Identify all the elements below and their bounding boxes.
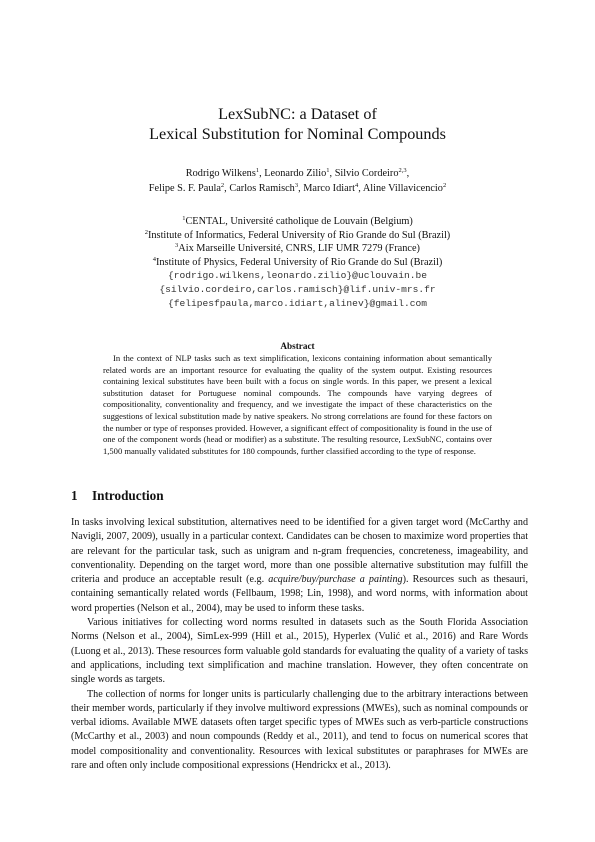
author-affil-mark: 2 [442,181,447,189]
paragraph: The collection of norms for longer units is particularly challenging due to the arbitrary interactions between their member words, particularly if they involve multiword expressions (MWEs), such as nominal compounds or verbal idioms. Available MWE datasets often target specific types of MWEs such as verb-particle constructions (McCarthy et al., 2003) and noun compounds (Reddy et al., 2011), and tend to focus on numerical scores that model compositionality and conventionality. Resources with lexical substitutes or paraphrases for MWEs are rare and often only include compositional expressions (Hendrickx et al., 2013). [71,688,528,772]
author-list [0,167,595,196]
author-name: Rodrigo Wilkens [185,168,256,179]
section-heading [71,488,164,504]
affiliation-mark: 1 [182,215,186,222]
author-name: Aline Villavicencio [362,182,443,194]
affiliation-text: Aix Marseille Université, CNRS, LIF UMR 7279 (France) [178,243,420,255]
email-line: {silvio.cordeiro,carlos.ramisch}@lif.univ-mrs.fr [159,283,436,295]
author-affil-mark: 2 [220,181,225,189]
author-name: Carlos Ramisch [229,182,295,194]
section-number: 1 [71,488,78,503]
author-affil-mark: 1 [326,167,330,174]
abstract-text: In the context of NLP tasks such as text simplification, lexicons containing information about semantically related words are an important resource for evaluating the quality of the system output. Existing resources containing lexical substitutes have been built with a focus on single words. In this paper, we present a lexical substitution dataset for Portuguese nominal compounds. The compounds have varying degrees of compositionality, conventionality and frequency, and we investigate the impact of these characteristics on the suggestions of lexical substitution made by native speakers. No strong correlations are found for these factors on the number or type of responses provided. However, a significant effect of compositionality is found in the use of one of the component words (head or modifier) as a substitute. The resulting resource, LexSubNC, contains over 1,500 manually validated substitutes for 180 compounds, further classified according to the type of response. [103,353,492,456]
affiliation-text: Institute of Physics, Federal University of Rio Grande do Sul (Brazil) [155,256,443,268]
author-name: Silvio Cordeiro [334,168,399,179]
author-affil-mark: 2,3 [398,167,407,174]
author-name: Leonardo Zilio [264,168,327,179]
paragraph: Various initiatives for collecting word norms resulted in datasets such as the South Florida Association Norms (Nelson et al., 2004), SimLex-999 (Hill et al., 2015), Hyperlex (Vulić et al., 2016) and Rare Words (Luong et al., 2013). These resources form valuable gold standards for evaluating the quality of a variety of tasks and applications, including text simplification and machine translation. However, they often concentrate on single words as targets. [71,617,528,686]
paragraph [71,516,528,616]
section-title: Introduction [92,488,164,503]
paragraph-text: In tasks involving lexical substitution, alternatives need to be identified for a given target word (McCarthy and Navigli, 2007, 2009), usually in a particular context. Candidates can be chosen to maximize word properties that are relevant for the particular task, such as unigram and n-gram frequencies, concreteness, imageability, and conventionality. Depending on the target word, more than one possible alternative substitution may fulfill the criteria and produce an acceptable result (e.g. [71,517,528,586]
abstract-body [103,353,492,457]
author-name: Felipe S. F. Paula [148,182,221,194]
author-line-2: Felipe S. F. Paula$^2$, Carlos Ramisch$^3$, Marco Idiart$^4$, Aline Villavicencio$^2$ [148,181,447,194]
example-phrase: acquire/buy/purchase a painting [268,574,403,586]
affiliation-mark: 2 [144,228,148,236]
author-affil-mark: 4 [354,181,359,189]
author-name: Marco Idiart [303,182,355,194]
paragraph-text: ). Resources such as thesauri, containing semantically related words (Fellbaum, 1998; Lin, 1998), and word norms, with information about word properties (Nelson et al., 2004), may be used to inform these tasks. [71,574,528,614]
title-line-2: Lexical Substitution for Nominal Compounds [149,125,446,143]
author-affil-mark: 1 [255,167,260,174]
affiliation [0,215,595,229]
affiliation-mark: 4 [152,255,156,263]
author-line-1: Rodrigo Wilkens$^1$, Leonardo Zilio$^1$, Silvio Cordeiro$^{2,3}$, [185,167,410,179]
affiliation [0,256,595,270]
affiliation [0,242,595,256]
affiliation-list [0,215,595,310]
email-line: {felipesfpaula,marco.idiart,alinev}@gmail.com [167,297,428,309]
email-line: {rodrigo.wilkens,leonardo.zilio}@uclouvain.be [167,270,428,282]
title-line-1: LexSubNC: a Dataset of [218,105,377,123]
abstract-heading: Abstract [280,341,315,351]
affiliation-mark: 3 [175,242,179,250]
paper-title [0,104,595,144]
author-affil-mark: 3 [294,181,299,189]
body-text [71,516,528,773]
affiliation-text: Institute of Informatics, Federal University of Rio Grande do Sul (Brazil) [147,229,451,241]
affiliation-text: CENTAL, Université catholique de Louvain (Belgium) [185,216,413,227]
affiliation [0,229,595,243]
